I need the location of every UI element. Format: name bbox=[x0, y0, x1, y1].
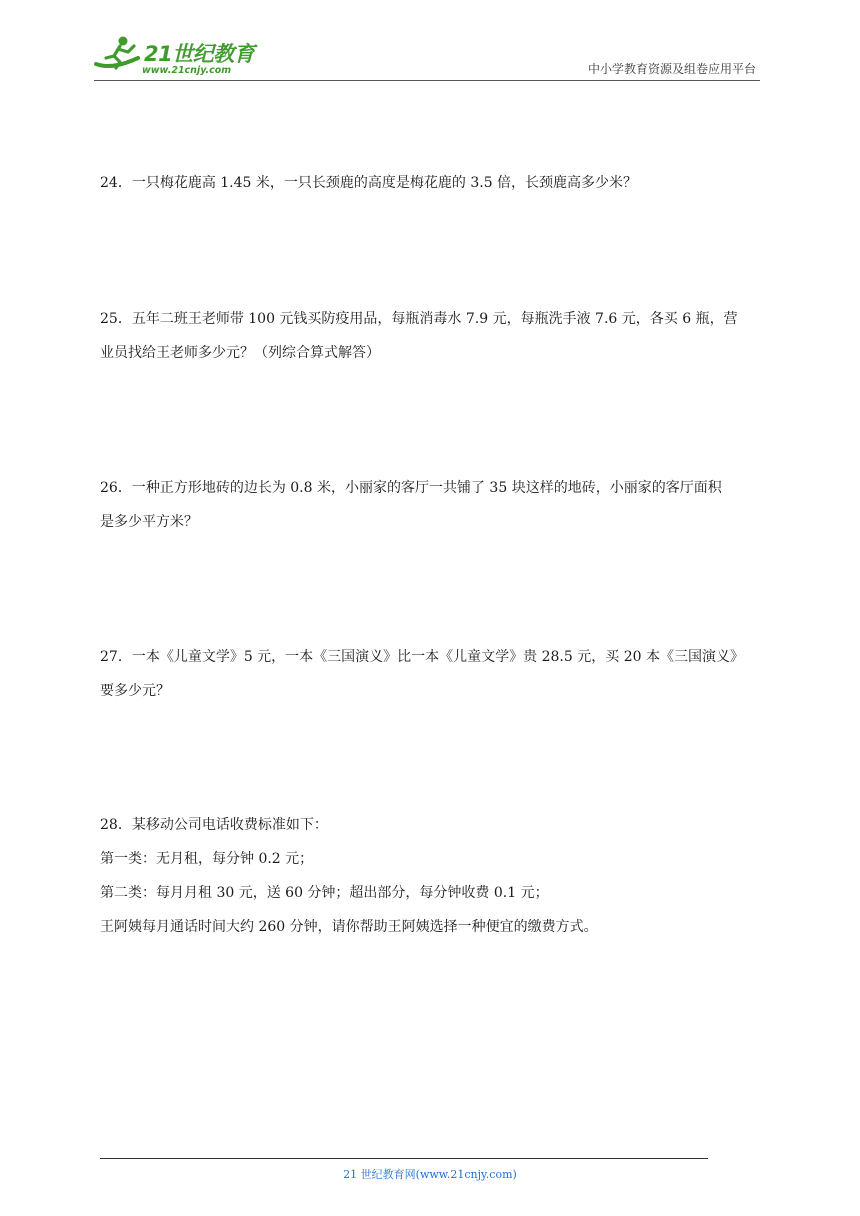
question-text-line: 要多少元？ bbox=[100, 683, 170, 699]
footer-link[interactable]: 21 世纪教育网(www.21cnjy.com) bbox=[343, 1168, 517, 1181]
platform-tagline: 中小学教育资源及组卷应用平台 bbox=[587, 62, 756, 76]
logo-url: www.21cnjy.com bbox=[142, 65, 232, 76]
question-text-line: 是多少平方米？ bbox=[100, 514, 198, 530]
logo-wordmark: 21世纪教育 bbox=[144, 42, 255, 66]
question-27 bbox=[100, 640, 770, 708]
question-text-line: 25．五年二班王老师带 100 元钱买防疫用品，每瓶消毒水 7.9 元，每瓶洗手液 7.6 元，各买 6 瓶，营 bbox=[100, 311, 738, 327]
footer-divider bbox=[100, 1158, 708, 1159]
site-logo[interactable] bbox=[94, 34, 264, 76]
question-25 bbox=[100, 302, 770, 370]
question-text-line: 王阿姨每月通话时间大约 260 分钟，请你帮助王阿姨选择一种便宜的缴费方式。 bbox=[100, 919, 598, 935]
question-text-line: 26．一种正方形地砖的边长为 0.8 米，小丽家的客厅一共铺了 35 块这样的地砖，小丽家的客厅面积 bbox=[100, 480, 722, 496]
question-text-line: 24．一只梅花鹿高 1.45 米，一只长颈鹿的高度是梅花鹿的 3.5 倍，长颈鹿高多少米？ bbox=[100, 175, 638, 191]
runner-logo-icon bbox=[94, 34, 144, 76]
question-28 bbox=[100, 808, 770, 944]
question-text-line: 第二类：每月月租 30 元，送 60 分钟；超出部分，每分钟收费 0.1 元； bbox=[100, 885, 549, 901]
question-24 bbox=[100, 166, 770, 200]
question-text-line: 28．某移动公司电话收费标准如下： bbox=[100, 817, 328, 833]
question-text-line: 第一类：无月租，每分钟 0.2 元； bbox=[100, 851, 314, 867]
question-text-line: 业员找给王老师多少元？（列综合算式解答） bbox=[100, 345, 380, 361]
page-header bbox=[94, 30, 760, 81]
question-text-line: 27．一本《儿童文学》5 元，一本《三国演义》比一本《儿童文学》贵 28.5 元，买 20 本《三国演义》 bbox=[100, 649, 744, 665]
question-26 bbox=[100, 471, 770, 539]
